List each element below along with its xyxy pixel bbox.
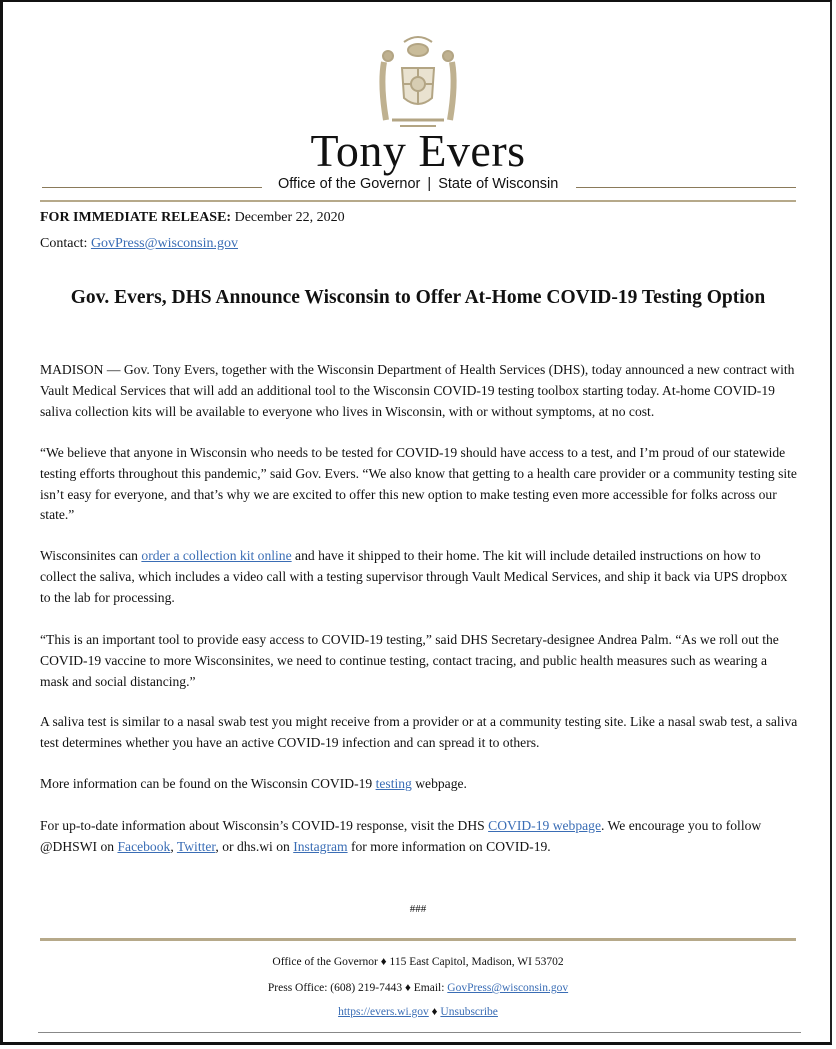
footer-email-link[interactable]: GovPress@wisconsin.gov bbox=[447, 982, 569, 994]
contact-line bbox=[40, 236, 238, 252]
paragraph-7 bbox=[40, 816, 798, 858]
header-divider bbox=[40, 200, 796, 202]
footer-press bbox=[0, 982, 836, 994]
footer-press-office: Press Office: (608) 219-7443 ♦ Email: bbox=[267, 982, 448, 994]
covid-webpage-link[interactable]: COVID-19 webpage bbox=[488, 818, 601, 833]
letterhead-rule-right bbox=[576, 187, 796, 188]
end-mark: ### bbox=[409, 903, 427, 915]
letterhead-office-line bbox=[40, 176, 796, 198]
p7-text-c: , bbox=[170, 838, 177, 854]
contact-label: Contact: bbox=[40, 236, 88, 251]
release-date: December 22, 2020 bbox=[234, 210, 345, 225]
paragraph-3 bbox=[40, 546, 798, 608]
p7-text-a: For up-to-date information about Wisconsin’s COVID-19 response, visit the DHS bbox=[40, 818, 489, 833]
paragraph-4: “This is an important tool to provide easy access to COVID-19 testing,” said DHS Secretary-designee Andrea Palm. “As we roll out the COVID-19 vaccine to more Wisconsinites, we need to continue testing, contact tracing, and public health measures such as wearing a mask and social distancing.” bbox=[40, 632, 779, 689]
state-label: State of Wisconsin bbox=[438, 176, 559, 192]
testing-link[interactable]: testing bbox=[375, 776, 412, 791]
p6-text-before: More information can be found on the Wisconsin COVID-19 bbox=[40, 776, 376, 791]
paragraph-6 bbox=[40, 774, 798, 795]
footer-divider bbox=[40, 938, 796, 941]
paragraph-5: A saliva test is similar to a nasal swab test you might receive from a provider or at a community testing site. Like a nasal swab test, a saliva test determines whether you have an active COVID-19 infection and can spread it to others. bbox=[40, 714, 798, 750]
facebook-link[interactable]: Facebook bbox=[117, 838, 171, 854]
twitter-link[interactable]: Twitter bbox=[176, 838, 216, 854]
office-label: Office of the Governor bbox=[278, 176, 421, 192]
state-seal-icon bbox=[370, 28, 466, 132]
p7-text-d: , or dhs.wi on bbox=[215, 838, 294, 854]
p3-text-after: and have it shipped to their home. The kit will include detailed instructions on how to collect the saliva, which includes a video call with a testing supervisor through Vault Medical Services, and ship it back via UPS dropbox to the lab for processing. bbox=[40, 548, 788, 605]
p3-text-before: Wisconsinites can bbox=[40, 548, 142, 563]
p7-text-e: for more information on COVID-19. bbox=[347, 838, 551, 854]
footer-address: Office of the Governor ♦ 115 East Capitol, Madison, WI 53702 bbox=[272, 956, 564, 968]
paragraph-1: MADISON — Gov. Tony Evers, together with the Wisconsin Department of Health Services (DHS), today announced a new contract with Vault Medical Services that will add an additional tool to the Wisconsin COVID-19 testing toolbox starting today. At-home COVID-19 saliva collection kits will be available to everyone who lives in Wisconsin, with or without symptoms, at no cost. bbox=[40, 362, 795, 419]
order-kit-link[interactable]: order a collection kit online bbox=[141, 548, 292, 563]
release-line bbox=[40, 210, 345, 226]
release-label: FOR IMMEDIATE RELEASE: bbox=[40, 210, 232, 225]
office-separator: | bbox=[427, 176, 432, 192]
headline: Gov. Evers, DHS Announce Wisconsin to Offer At-Home COVID-19 Testing Option bbox=[70, 287, 766, 308]
letterhead-office-text bbox=[278, 176, 558, 192]
footer-diamond: ♦ bbox=[428, 1006, 441, 1018]
contact-email-link[interactable]: GovPress@wisconsin.gov bbox=[90, 236, 238, 251]
instagram-link[interactable]: Instagram bbox=[293, 838, 348, 854]
unsubscribe-link[interactable]: Unsubscribe bbox=[440, 1006, 498, 1018]
footer-bottom-rule bbox=[38, 1032, 801, 1033]
footer-site-link[interactable]: https://evers.wi.gov bbox=[338, 1006, 429, 1018]
footer-links bbox=[0, 1006, 836, 1018]
p6-text-after: webpage. bbox=[411, 776, 467, 791]
letterhead-name: Tony Evers bbox=[310, 125, 526, 176]
letterhead-rule-left bbox=[42, 187, 262, 188]
paragraph-2: “We believe that anyone in Wisconsin who needs to be tested for COVID-19 should have access to a test, and I’m proud of our statewide testing efforts throughout this pandemic,” said Gov. Evers. “We also know that getting to a health care provider or a community testing site isn’t easy for everyone, and that’s why we are excited to offer this new option to make testing even more accessible for folks across our state.” bbox=[40, 445, 797, 523]
p7-text-b: . We encourage you to follow @DHSWI on bbox=[40, 818, 762, 854]
